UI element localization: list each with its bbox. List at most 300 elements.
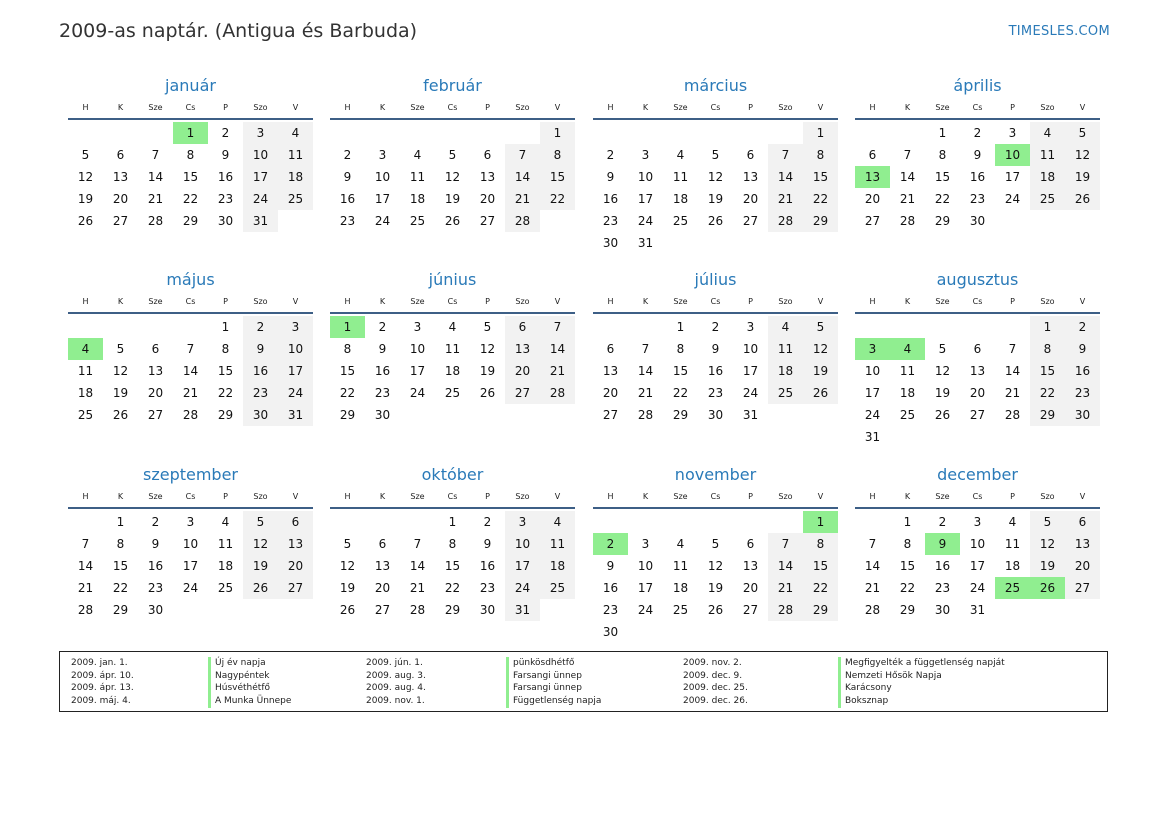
month-4: [855, 74, 1100, 232]
day-cell: 10: [243, 144, 278, 166]
day-cell: 18: [409, 192, 426, 206]
empty-cell: [68, 511, 103, 533]
day-cell: 30: [707, 408, 724, 422]
day-cell: 16: [243, 360, 278, 382]
day-cell: 17: [374, 192, 391, 206]
empty-cell: [593, 122, 628, 144]
day-cell: 18: [1004, 559, 1021, 573]
day-cell: 17: [864, 386, 881, 400]
day-cell: 28: [505, 210, 540, 232]
weekday-label: K: [904, 492, 911, 501]
empty-cell: [663, 511, 698, 533]
day-cell: 7: [768, 144, 803, 166]
day-cell: 10: [742, 342, 759, 356]
legend-holiday-name: pünkösdhétfő: [506, 657, 574, 670]
day-cell: 17: [637, 192, 654, 206]
day-cell: 11: [768, 338, 803, 360]
legend-holiday-name: Nagypéntek: [208, 670, 270, 683]
day-cell: 15: [540, 166, 575, 188]
day-cell: 31: [243, 210, 278, 232]
day-cell: 26: [444, 214, 461, 228]
legend-date: 2009. dec. 26.: [683, 696, 748, 707]
weekday-label: P: [748, 103, 753, 112]
day-cell: 27: [969, 408, 986, 422]
day-cell: 6: [505, 316, 540, 338]
weekday-header: [330, 292, 575, 314]
legend-date: 2009. jan. 1.: [71, 658, 128, 668]
day-cell: 1: [676, 320, 685, 334]
month-name: október: [421, 465, 484, 484]
day-cell: 27: [742, 214, 759, 228]
weekday-label: Szo: [1040, 297, 1055, 306]
day-cell: 15: [182, 170, 199, 184]
day-cell: 22: [672, 386, 689, 400]
legend-holiday-name: Farsangi ünnep: [506, 670, 582, 683]
legend-date: 2009. nov. 2.: [683, 658, 742, 668]
day-cell: 24: [742, 386, 759, 400]
weekday-header: [593, 292, 838, 314]
day-cell: 10: [409, 342, 426, 356]
month-10: [330, 463, 575, 621]
day-cell: 1: [803, 122, 838, 144]
day-cell: 14: [1004, 364, 1021, 378]
day-cell: 16: [602, 192, 619, 206]
day-grid: [330, 316, 575, 426]
day-cell: 5: [1065, 122, 1100, 144]
empty-cell: [103, 122, 138, 144]
empty-cell: [698, 511, 733, 533]
legend-holiday-name: Függetlenség napja: [506, 695, 601, 708]
day-cell: 13: [742, 559, 759, 573]
month-name: június: [428, 270, 477, 289]
day-cell: 20: [1065, 555, 1100, 577]
day-cell: 26: [707, 214, 724, 228]
day-cell: 19: [1065, 166, 1100, 188]
day-cell: 10: [637, 170, 654, 184]
day-cell: 27: [479, 214, 496, 228]
day-cell: 9: [1065, 338, 1100, 360]
holiday-day: 13: [855, 166, 890, 188]
day-cell: 24: [969, 581, 986, 595]
weekday-label: Szo: [1040, 103, 1055, 112]
day-cell: 7: [641, 342, 650, 356]
day-cell: 15: [1030, 360, 1065, 382]
month-name: március: [683, 76, 748, 95]
day-cell: 25: [540, 577, 575, 599]
legend-date: 2009. aug. 4.: [366, 683, 426, 694]
month-name: április: [953, 76, 1002, 95]
legend-holiday-name: Nemzeti Hősök Napja: [838, 670, 942, 683]
day-cell: 6: [278, 511, 313, 533]
day-cell: 23: [339, 214, 356, 228]
weekday-label: Sze: [410, 103, 425, 112]
day-cell: 21: [768, 188, 803, 210]
day-cell: 8: [803, 533, 838, 555]
day-cell: 24: [637, 603, 654, 617]
weekday-label: Cs: [447, 297, 458, 306]
day-cell: 6: [378, 537, 387, 551]
month-name: május: [166, 270, 215, 289]
day-cell: 13: [278, 533, 313, 555]
weekday-label: V: [292, 103, 299, 112]
weekday-label: P: [223, 103, 228, 112]
day-cell: 23: [243, 382, 278, 404]
weekday-label: Cs: [710, 297, 721, 306]
day-cell: 9: [606, 559, 615, 573]
day-cell: 27: [864, 214, 881, 228]
weekday-label: Sze: [935, 492, 950, 501]
day-cell: 23: [217, 192, 234, 206]
weekday-label: K: [117, 492, 124, 501]
day-cell: 9: [151, 537, 160, 551]
weekday-label: Sze: [410, 297, 425, 306]
weekday-label: V: [1079, 492, 1086, 501]
day-cell: 20: [864, 192, 881, 206]
empty-cell: [628, 122, 663, 144]
day-cell: 31: [864, 430, 881, 444]
day-cell: 16: [707, 364, 724, 378]
day-cell: 15: [672, 364, 689, 378]
holiday-day: 1: [803, 511, 838, 533]
weekday-label: K: [379, 297, 386, 306]
day-cell: 3: [413, 320, 422, 334]
weekday-label: P: [748, 297, 753, 306]
day-cell: 14: [768, 166, 803, 188]
empty-cell: [890, 122, 925, 144]
empty-cell: [435, 122, 470, 144]
day-cell: 22: [444, 581, 461, 595]
empty-cell: [628, 316, 663, 338]
day-cell: 4: [413, 148, 422, 162]
weekday-label: P: [223, 492, 228, 501]
day-cell: 17: [637, 581, 654, 595]
day-cell: 19: [1030, 555, 1065, 577]
day-cell: 3: [243, 122, 278, 144]
weekday-label: Cs: [447, 492, 458, 501]
month-8: [855, 268, 1100, 448]
day-cell: 27: [147, 408, 164, 422]
day-cell: 18: [444, 364, 461, 378]
day-cell: 13: [505, 338, 540, 360]
day-cell: 26: [77, 214, 94, 228]
day-cell: 3: [505, 511, 540, 533]
day-cell: 15: [899, 559, 916, 573]
weekday-label: H: [344, 297, 351, 306]
day-cell: 5: [483, 320, 492, 334]
day-cell: 21: [864, 581, 881, 595]
day-cell: 13: [112, 170, 129, 184]
day-cell: 8: [116, 537, 125, 551]
day-cell: 31: [637, 236, 654, 250]
day-cell: 4: [1008, 515, 1017, 529]
day-cell: 2: [243, 316, 278, 338]
day-cell: 14: [505, 166, 540, 188]
day-cell: 2: [711, 320, 720, 334]
day-cell: 22: [112, 581, 129, 595]
month-name: január: [165, 76, 216, 95]
weekday-label: Szo: [515, 297, 530, 306]
day-cell: 6: [116, 148, 125, 162]
day-cell: 12: [1030, 533, 1065, 555]
day-cell: 25: [768, 382, 803, 404]
month-name: augusztus: [936, 270, 1019, 289]
day-cell: 9: [243, 338, 278, 360]
day-cell: 24: [278, 382, 313, 404]
day-cell: 12: [444, 170, 461, 184]
holiday-day: 26: [1030, 577, 1065, 599]
day-cell: 21: [77, 581, 94, 595]
legend-holiday-name: Boksznap: [838, 695, 888, 708]
day-cell: 27: [374, 603, 391, 617]
day-cell: 16: [602, 581, 619, 595]
empty-cell: [68, 316, 103, 338]
empty-cell: [330, 511, 365, 533]
weekday-header: [330, 487, 575, 509]
brand-link[interactable]: TIMESLES.COM: [1008, 24, 1110, 39]
day-cell: 26: [934, 408, 951, 422]
day-cell: 19: [707, 581, 724, 595]
day-cell: 12: [707, 559, 724, 573]
day-cell: 21: [182, 386, 199, 400]
day-cell: 27: [112, 214, 129, 228]
weekday-label: Szo: [253, 297, 268, 306]
weekday-label: Cs: [185, 297, 196, 306]
holiday-day: 1: [173, 122, 208, 144]
day-cell: 27: [1065, 577, 1100, 599]
month-1: [68, 74, 313, 232]
day-cell: 31: [278, 404, 313, 426]
empty-cell: [698, 122, 733, 144]
day-cell: 30: [374, 408, 391, 422]
weekday-label: Szo: [1040, 492, 1055, 501]
day-cell: 9: [973, 148, 982, 162]
weekday-label: H: [607, 103, 614, 112]
day-cell: 11: [217, 537, 234, 551]
day-cell: 25: [217, 581, 234, 595]
weekday-label: P: [748, 492, 753, 501]
day-cell: 28: [1004, 408, 1021, 422]
weekday-header: [855, 98, 1100, 120]
month-2: [330, 74, 575, 232]
day-cell: 10: [637, 559, 654, 573]
weekday-label: Sze: [148, 297, 163, 306]
day-grid: [593, 316, 838, 426]
day-cell: 18: [278, 166, 313, 188]
weekday-label: P: [485, 103, 490, 112]
day-cell: 21: [899, 192, 916, 206]
day-cell: 29: [672, 408, 689, 422]
day-cell: 28: [899, 214, 916, 228]
day-cell: 22: [803, 577, 838, 599]
day-cell: 23: [934, 581, 951, 595]
weekday-label: Szo: [515, 492, 530, 501]
day-cell: 25: [672, 214, 689, 228]
day-grid: [855, 122, 1100, 232]
day-grid: [593, 511, 838, 643]
empty-cell: [768, 122, 803, 144]
weekday-label: Szo: [253, 492, 268, 501]
day-cell: 4: [221, 515, 230, 529]
day-cell: 25: [444, 386, 461, 400]
weekday-label: V: [292, 492, 299, 501]
holiday-legend: [59, 651, 1108, 712]
day-cell: 14: [182, 364, 199, 378]
day-cell: 24: [1004, 192, 1021, 206]
day-cell: 25: [672, 603, 689, 617]
day-cell: 17: [969, 559, 986, 573]
day-cell: 10: [182, 537, 199, 551]
legend-holiday-name: A Munka Ünnepe: [208, 695, 291, 708]
day-cell: 30: [969, 214, 986, 228]
day-cell: 17: [243, 166, 278, 188]
day-cell: 12: [934, 364, 951, 378]
weekday-header: [593, 487, 838, 509]
day-cell: 29: [112, 603, 129, 617]
day-cell: 16: [217, 170, 234, 184]
day-cell: 28: [182, 408, 199, 422]
day-cell: 29: [1030, 404, 1065, 426]
day-cell: 23: [707, 386, 724, 400]
day-cell: 7: [151, 148, 160, 162]
day-cell: 22: [540, 188, 575, 210]
holiday-day: 10: [995, 144, 1030, 166]
day-cell: 10: [505, 533, 540, 555]
day-cell: 12: [112, 364, 129, 378]
day-cell: 4: [676, 148, 685, 162]
weekday-label: Sze: [673, 103, 688, 112]
empty-cell: [855, 511, 890, 533]
day-cell: 8: [676, 342, 685, 356]
weekday-label: P: [1010, 103, 1015, 112]
day-cell: 28: [768, 210, 803, 232]
empty-cell: [890, 316, 925, 338]
weekday-label: H: [607, 492, 614, 501]
day-cell: 8: [448, 537, 457, 551]
day-cell: 20: [278, 555, 313, 577]
weekday-label: H: [82, 492, 89, 501]
weekday-label: Sze: [673, 492, 688, 501]
day-cell: 31: [505, 599, 540, 621]
day-cell: 5: [243, 511, 278, 533]
day-cell: 1: [540, 122, 575, 144]
day-cell: 24: [864, 408, 881, 422]
day-cell: 7: [81, 537, 90, 551]
weekday-header: [68, 98, 313, 120]
day-cell: 1: [116, 515, 125, 529]
empty-cell: [505, 122, 540, 144]
weekday-label: Szo: [253, 103, 268, 112]
day-cell: 14: [540, 338, 575, 360]
day-cell: 5: [81, 148, 90, 162]
day-cell: 20: [969, 386, 986, 400]
weekday-label: K: [117, 103, 124, 112]
weekday-label: H: [869, 297, 876, 306]
day-cell: 18: [1030, 166, 1065, 188]
day-cell: 1: [448, 515, 457, 529]
day-cell: 11: [672, 170, 689, 184]
day-grid: [68, 511, 313, 621]
day-cell: 30: [147, 603, 164, 617]
holiday-day: 3: [855, 338, 890, 360]
weekday-label: Szo: [778, 492, 793, 501]
holiday-day: 25: [995, 577, 1030, 599]
day-cell: 20: [602, 386, 619, 400]
day-cell: 26: [479, 386, 496, 400]
day-cell: 4: [540, 511, 575, 533]
day-cell: 8: [1030, 338, 1065, 360]
day-cell: 5: [448, 148, 457, 162]
day-cell: 12: [1065, 144, 1100, 166]
day-cell: 9: [221, 148, 230, 162]
day-cell: 21: [637, 386, 654, 400]
weekday-label: Sze: [148, 492, 163, 501]
day-cell: 2: [221, 126, 230, 140]
day-cell: 18: [77, 386, 94, 400]
day-cell: 27: [278, 577, 313, 599]
day-cell: 7: [868, 537, 877, 551]
day-cell: 6: [746, 148, 755, 162]
day-cell: 29: [899, 603, 916, 617]
empty-cell: [960, 316, 995, 338]
weekday-label: K: [904, 297, 911, 306]
day-cell: 20: [374, 581, 391, 595]
empty-cell: [138, 316, 173, 338]
legend-holiday-name: Megfigyelték a függetlenség napját: [838, 657, 1005, 670]
day-cell: 26: [1065, 188, 1100, 210]
month-11: [593, 463, 838, 643]
day-cell: 4: [448, 320, 457, 334]
day-cell: 31: [969, 603, 986, 617]
day-cell: 13: [1065, 533, 1100, 555]
day-cell: 18: [540, 555, 575, 577]
month-7: [593, 268, 838, 426]
day-cell: 23: [479, 581, 496, 595]
day-cell: 6: [868, 148, 877, 162]
day-cell: 18: [672, 581, 689, 595]
day-cell: 23: [374, 386, 391, 400]
weekday-label: Cs: [710, 492, 721, 501]
day-cell: 26: [339, 603, 356, 617]
day-cell: 28: [147, 214, 164, 228]
day-cell: 7: [505, 144, 540, 166]
day-cell: 12: [77, 170, 94, 184]
day-cell: 18: [899, 386, 916, 400]
day-cell: 21: [505, 188, 540, 210]
day-cell: 30: [1065, 404, 1100, 426]
day-cell: 25: [278, 188, 313, 210]
day-grid: [593, 122, 838, 254]
day-cell: 11: [409, 170, 426, 184]
legend-date: 2009. aug. 3.: [366, 670, 426, 681]
day-cell: 14: [864, 559, 881, 573]
day-cell: 1: [1030, 316, 1065, 338]
weekday-label: Cs: [972, 492, 983, 501]
day-cell: 22: [899, 581, 916, 595]
month-9: [68, 463, 313, 621]
day-cell: 8: [343, 342, 352, 356]
holiday-day: 4: [890, 338, 925, 360]
day-cell: 2: [973, 126, 982, 140]
day-cell: 29: [217, 408, 234, 422]
day-cell: 24: [505, 577, 540, 599]
day-cell: 28: [864, 603, 881, 617]
day-cell: 14: [768, 555, 803, 577]
weekday-label: P: [223, 297, 228, 306]
day-cell: 10: [278, 338, 313, 360]
day-cell: 9: [483, 537, 492, 551]
day-cell: 20: [479, 192, 496, 206]
day-cell: 11: [1004, 537, 1021, 551]
